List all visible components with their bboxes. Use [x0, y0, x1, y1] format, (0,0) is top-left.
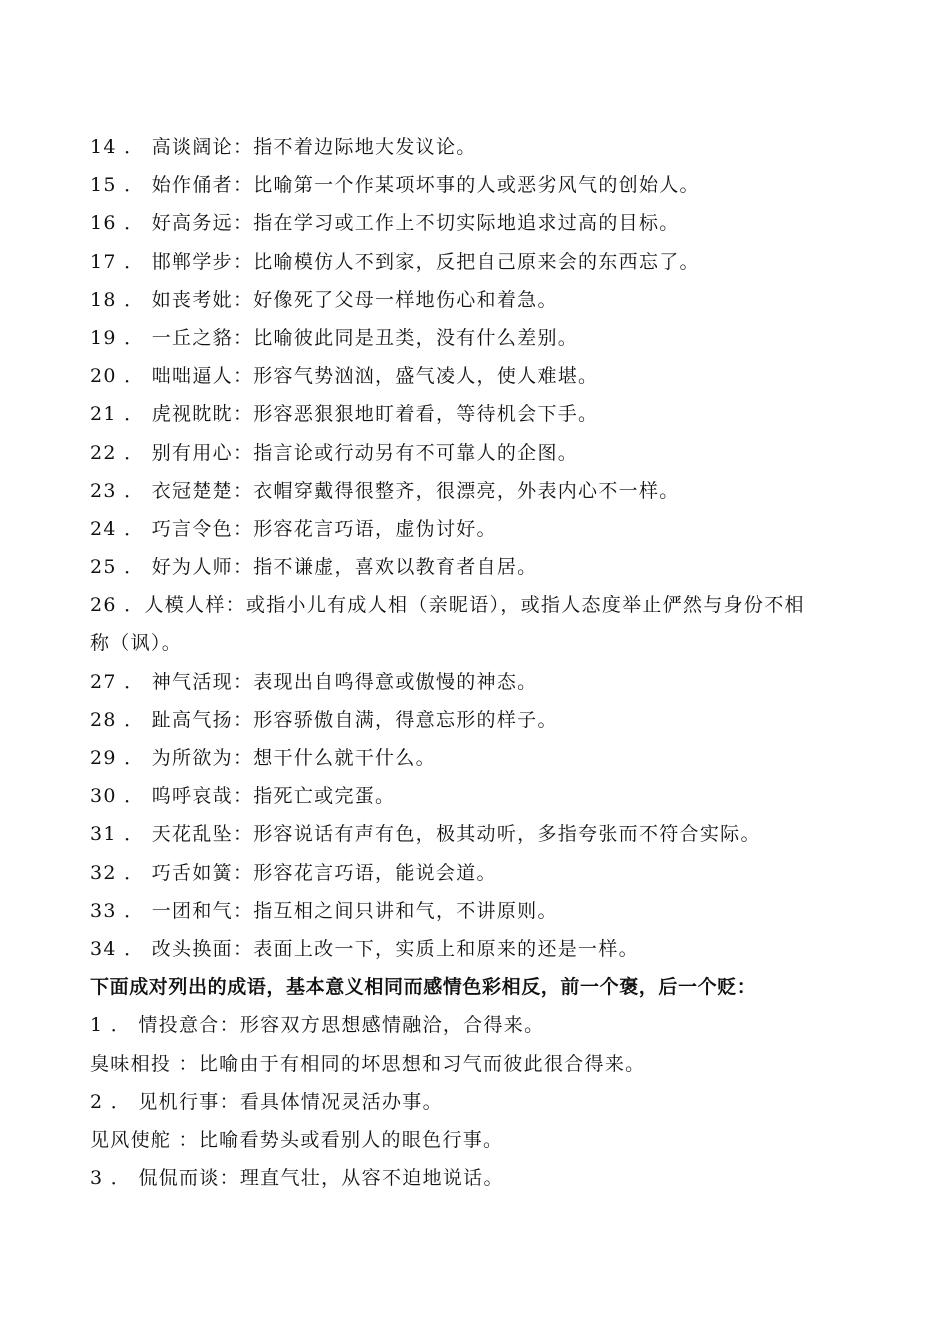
idiom-entry-34: 34 ． 改头换面：表面上改一下，实质上和原来的还是一样。	[90, 937, 639, 960]
idiom-entry-21: 21 ． 虎视眈眈：形容恶狠狠地盯着看，等待机会下手。	[90, 403, 599, 426]
idiom-entry-18: 18 ． 如丧考妣：好像死了父母一样地伤心和着急。	[90, 288, 558, 311]
pair-entry-3-positive: 3 ． 侃侃而谈：理直气壮，从容不迫地说话。	[90, 1167, 504, 1190]
idiom-entry-32: 32 ． 巧舌如簧：形容花言巧语，能说会道。	[90, 861, 497, 884]
idiom-entry-14: 14 ． 高谈阔论：指不着边际地大发议论。	[90, 136, 477, 158]
document-body	[90, 128, 880, 1197]
idiom-entry-16: 16 ． 好高务远：指在学习或工作上不切实际地追求过高的目标。	[90, 212, 680, 235]
idiom-entry-28: 28 ． 趾高气扬：形容骄傲自满，得意忘形的样子。	[90, 708, 558, 731]
idiom-entry-19: 19 ． 一丘之貉：比喻彼此同是丑类，没有什么差别。	[90, 326, 579, 349]
idiom-entry-31: 31 ． 天花乱坠：形容说话有声有色，极其动听，多指夸张而不符合实际。	[90, 823, 761, 846]
idiom-entry-23: 23 ． 衣冠楚楚：衣帽穿戴得很整齐，很漂亮，外表内心不一样。	[90, 479, 680, 502]
idiom-entry-17: 17 ． 邯郸学步：比喻模仿人不到家，反把自己原来会的东西忘了。	[90, 250, 700, 273]
pair-entry-1-positive: 1 ． 情投意合：形容双方思想感情融洽，合得来。	[90, 1014, 545, 1037]
idiom-entry-25: 25 ． 好为人师：指不谦虚，喜欢以教育者自居。	[90, 556, 538, 579]
idiom-entry-33: 33 ． 一团和气：指互相之间只讲和气，不讲原则。	[90, 899, 558, 922]
pair-entry-2-negative: 见风使舵 ：比喻看势头或看别人的眼色行事。	[90, 1128, 504, 1151]
idiom-entry-30: 30 ． 呜呼哀哉：指死亡或完蛋。	[90, 785, 396, 808]
idiom-entry-24: 24 ． 巧言令色：形容花言巧语，虚伪讨好。	[90, 517, 497, 540]
pair-entry-2-positive: 2 ． 见机行事：看具体情况灵活办事。	[90, 1090, 443, 1113]
idiom-entry-22: 22 ． 别有用心：指言论或行动另有不可靠人的企图。	[90, 441, 579, 464]
idiom-entry-26-continued: 称（讽）。	[90, 632, 183, 655]
idiom-entry-20: 20 ． 咄咄逼人：形容气势汹汹，盛气凌人，使人难堪。	[90, 365, 599, 388]
idiom-entry-26: 26 ．人模人样：或指小儿有成人相（亲昵语），或指人态度举止俨然与身份不相	[90, 594, 805, 617]
pair-entry-1-negative: 臭味相投 ：比喻由于有相同的坏思想和习气而彼此很合得来。	[90, 1052, 646, 1075]
idiom-entry-27: 27 ． 神气活现：表现出自鸣得意或傲慢的神态。	[90, 670, 538, 693]
section-heading: 下面成对列出的成语，基本意义相同而感情色彩相反，前一个褒，后一个贬：	[90, 976, 757, 999]
idiom-entry-15: 15 ． 始作俑者：比喻第一个作某项坏事的人或恶劣风气的创始人。	[90, 174, 700, 197]
idiom-entry-29: 29 ． 为所欲为：想干什么就干什么。	[90, 747, 436, 769]
